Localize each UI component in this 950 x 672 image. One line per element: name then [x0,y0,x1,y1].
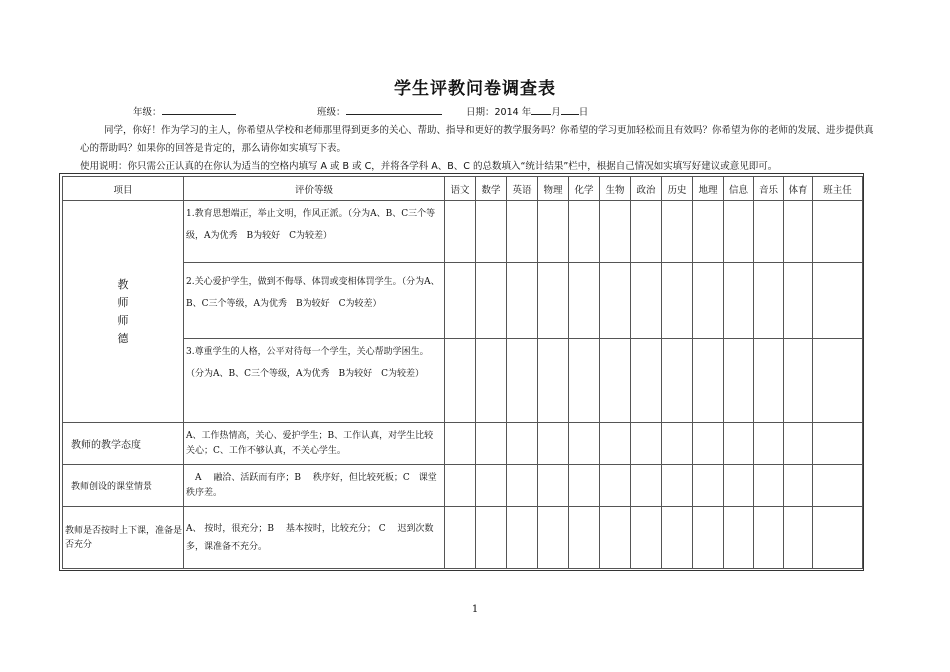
header-item: 项目 [63,177,184,201]
rating-cell[interactable] [693,339,724,423]
rating-cell[interactable] [569,201,600,263]
table-row [63,423,863,465]
rating-cell[interactable] [631,423,662,465]
date-field [466,104,588,118]
rating-cell[interactable] [569,423,600,465]
instructions-paragraph: 使用说明：你只需公正认真的在你认为适当的空格内填写 A 或 B 或 C，并将各学科 A、B、C 的总数填入“统计结果”栏中，根据自己情况如实填写好建议或意见即可。 [80,161,778,172]
rating-cell[interactable] [724,465,754,507]
ethics-char: 师 [117,295,129,309]
intro-text [80,122,880,176]
rating-cell[interactable] [538,263,569,339]
rating-cell[interactable] [569,465,600,507]
rating-cell[interactable] [600,201,631,263]
rating-cell[interactable] [631,263,662,339]
evaluation-table [62,176,863,569]
header-subject: 地理 [693,177,724,201]
header-subject: 信息 [724,177,754,201]
rating-cell[interactable] [476,465,507,507]
rating-cell[interactable] [754,339,784,423]
rating-cell[interactable] [538,201,569,263]
class-field [317,104,442,118]
rating-cell[interactable] [538,507,569,569]
rating-cell[interactable] [476,201,507,263]
rating-cell[interactable] [754,423,784,465]
rating-cell[interactable] [538,465,569,507]
climate-category-cell: 教师创设的课堂情景 [63,465,184,507]
rating-cell[interactable] [813,263,863,339]
criteria-cell: 3.尊重学生的人格，公平对待每一个学生，关心帮助学困生。（分为A、B、C三个等级，A为优秀 B为较好 C为较差） [184,339,445,423]
criteria-cell: 1.教育思想端正，举止文明，作风正派。（分为A、B、C三个等级，A为优秀 B为较好 C为较差） [184,201,445,263]
rating-cell[interactable] [693,507,724,569]
header-row [63,177,863,201]
class-blank[interactable] [346,104,442,115]
rating-cell[interactable] [476,263,507,339]
criteria-cell: A 融洽、活跃而有序；B 秩序好，但比较死板；C 课堂秩序差。 [184,465,445,507]
rating-cell[interactable] [754,465,784,507]
criteria-cell: 2.关心爱护学生，做到不侮辱、体罚或变相体罚学生。（分为A、B、C三个等级，A为优秀 B为较好 C为较差） [184,263,445,339]
rating-cell[interactable] [600,263,631,339]
rating-cell[interactable] [693,263,724,339]
ethics-char: 师 [117,313,129,327]
rating-cell[interactable] [445,507,476,569]
grade-blank[interactable] [162,104,236,115]
rating-cell[interactable] [507,263,538,339]
rating-cell[interactable] [693,201,724,263]
header-subject: 班主任 [813,177,863,201]
rating-cell[interactable] [569,339,600,423]
rating-cell[interactable] [569,507,600,569]
header-subject: 物理 [538,177,569,201]
rating-cell[interactable] [784,339,813,423]
header-subject: 政治 [631,177,662,201]
rating-cell[interactable] [724,423,754,465]
rating-cell[interactable] [445,339,476,423]
rating-cell[interactable] [784,263,813,339]
rating-cell[interactable] [600,465,631,507]
rating-cell[interactable] [813,465,863,507]
rating-cell[interactable] [538,339,569,423]
month-blank[interactable] [531,104,551,115]
rating-cell[interactable] [662,201,693,263]
header-subject: 语文 [445,177,476,201]
rating-cell[interactable] [662,507,693,569]
rating-cell[interactable] [631,507,662,569]
punctual-category-cell: 教师是否按时上下课，准备是否充分 [63,507,184,569]
rating-cell[interactable] [445,263,476,339]
rating-cell[interactable] [724,263,754,339]
day-text: 日 [578,107,589,118]
rating-cell[interactable] [445,423,476,465]
grade-field [133,104,236,118]
rating-cell[interactable] [445,465,476,507]
rating-cell[interactable] [754,263,784,339]
rating-cell[interactable] [662,465,693,507]
rating-cell[interactable] [476,507,507,569]
rating-cell[interactable] [784,507,813,569]
rating-cell[interactable] [631,465,662,507]
rating-cell[interactable] [569,263,600,339]
rating-cell[interactable] [476,339,507,423]
class-label: 班级： [317,107,346,118]
rating-cell[interactable] [784,201,813,263]
rating-cell[interactable] [600,423,631,465]
rating-cell[interactable] [724,507,754,569]
rating-cell[interactable] [813,423,863,465]
criteria-cell: A、工作热情高，关心、爱护学生；B、工作认真，对学生比较关心；C、工作不够认真，不关心学生。 [184,423,445,465]
header-rating: 评价等级 [184,177,445,201]
rating-cell[interactable] [662,423,693,465]
table-row [63,507,863,569]
table-row [63,465,863,507]
header-subject: 数学 [476,177,507,201]
rating-cell[interactable] [600,507,631,569]
rating-cell[interactable] [507,465,538,507]
rating-cell[interactable] [631,201,662,263]
greeting-paragraph: 同学，你好！作为学习的主人，你希望从学校和老师那里得到更多的关心、帮助、指导和更好的教学服务吗？你希望的学习更加轻松而且有效吗？你希望为你的老师的发展、进步提供真心的帮助吗？如果你的回答是肯定的，那么请你如实填写下表。 [80,125,874,154]
header-subject: 英语 [507,177,538,201]
header-subject: 体育 [784,177,813,201]
rating-cell[interactable] [693,465,724,507]
table-row [63,201,863,263]
month-text: 月 [551,107,561,118]
attitude-category-cell: 教师的教学态度 [63,423,184,465]
rating-cell[interactable] [813,507,863,569]
date-label: 日期： [466,107,495,118]
rating-cell[interactable] [724,339,754,423]
page-title: 学生评教问卷调查表 [394,79,556,99]
rating-cell[interactable] [724,201,754,263]
rating-cell[interactable] [754,201,784,263]
rating-cell[interactable] [476,423,507,465]
rating-cell[interactable] [507,201,538,263]
header-subject: 生物 [600,177,631,201]
header-subject: 音乐 [754,177,784,201]
rating-cell[interactable] [662,263,693,339]
rating-cell[interactable] [538,423,569,465]
rating-cell[interactable] [784,423,813,465]
rating-cell[interactable] [813,339,863,423]
day-blank[interactable] [561,104,579,115]
rating-cell[interactable] [693,423,724,465]
header-subject: 历史 [662,177,693,201]
grade-label: 年级： [133,107,162,118]
rating-cell[interactable] [784,465,813,507]
rating-cell[interactable] [445,201,476,263]
ethics-char: 教 [117,277,129,291]
rating-cell[interactable] [631,339,662,423]
rating-cell[interactable] [507,507,538,569]
rating-cell[interactable] [507,339,538,423]
rating-cell[interactable] [813,201,863,263]
rating-cell[interactable] [754,507,784,569]
rating-cell[interactable] [662,339,693,423]
header-subject: 化学 [569,177,600,201]
rating-cell[interactable] [600,339,631,423]
criteria-cell: A、 按时，很充分；B 基本按时，比较充分； C 迟到次数多，课准备不充分。 [184,507,445,569]
page-number: 1 [471,604,479,615]
year-text: 2014 年 [494,107,532,118]
ethics-char: 德 [117,331,129,345]
ethics-category-cell [63,201,184,423]
rating-cell[interactable] [507,423,538,465]
